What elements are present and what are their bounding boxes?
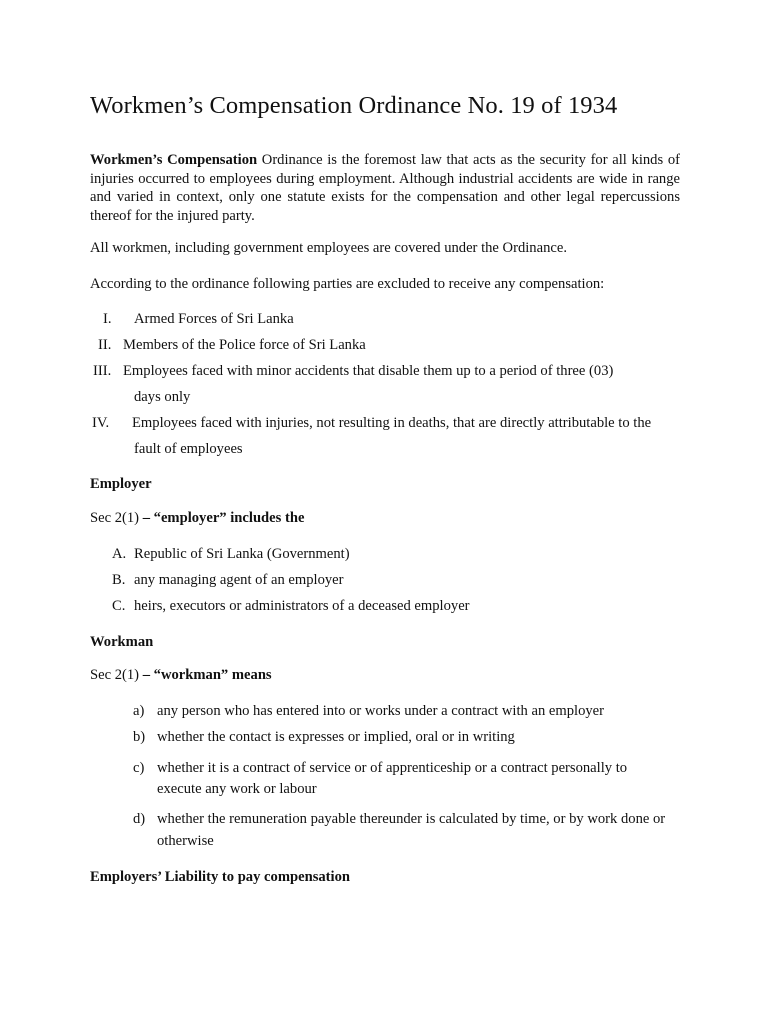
exclusion-item-continued: days only — [134, 389, 191, 405]
workman-marker: c) — [133, 760, 145, 776]
workman-sec-term: – “workman” means — [139, 667, 272, 683]
employer-marker: B. — [112, 572, 126, 588]
employer-marker: C. — [112, 598, 126, 614]
employer-definition — [90, 510, 304, 527]
workman-item: any person who has entered into or works under a contract with an employer — [157, 703, 604, 719]
workman-item: whether the remuneration payable thereunder is calculated by time, or by work done or — [157, 811, 666, 827]
exclusion-intro-paragraph: According to the ordinance following parties are excluded to receive any compensation: — [90, 276, 605, 292]
workman-item: whether it is a contract of service or of apprenticeship or a contract personally to — [157, 760, 628, 776]
employer-sec-ref: Sec 2(1) — [90, 510, 140, 526]
employer-sec-term: – “employer” includes the — [139, 510, 305, 526]
exclusion-item: Employees faced with injuries, not resulting in deaths, that are directly attributable to the — [132, 415, 652, 431]
employer-heading: Employer — [90, 476, 152, 492]
workman-marker: d) — [133, 811, 146, 827]
coverage-paragraph: All workmen, including government employees are covered under the Ordinance. — [90, 240, 567, 256]
exclusion-marker: III. — [93, 363, 112, 379]
intro-bold-lead: Workmen’s Compensation — [90, 152, 258, 168]
workman-item: whether the contact is expresses or implied, oral or in writing — [157, 729, 515, 745]
exclusion-item: Employees faced with minor accidents that disable them up to a period of three (03) — [123, 363, 614, 379]
employer-marker: A. — [112, 546, 127, 562]
exclusion-marker: IV. — [92, 415, 110, 431]
workman-heading: Workman — [90, 634, 154, 650]
exclusion-item: Armed Forces of Sri Lanka — [134, 311, 294, 327]
exclusion-item: Members of the Police force of Sri Lanka — [123, 337, 366, 353]
workman-definition — [90, 667, 272, 684]
liability-heading: Employers’ Liability to pay compensation — [90, 869, 350, 885]
employer-item: any managing agent of an employer — [134, 572, 344, 588]
exclusion-marker: I. — [103, 311, 112, 327]
workman-item-continued: execute any work or labour — [157, 781, 317, 797]
workman-item-continued: otherwise — [157, 833, 214, 849]
exclusion-marker: II. — [98, 337, 112, 353]
page-title: Workmen’s Compensation Ordinance No. 19 of 1934 — [90, 92, 618, 119]
workman-sec-ref: Sec 2(1) — [90, 667, 140, 683]
exclusion-item-continued: fault of employees — [134, 441, 243, 457]
employer-item: Republic of Sri Lanka (Government) — [134, 546, 350, 562]
workman-marker: b) — [133, 729, 146, 745]
intro-text: Ordinance is the foremost law that acts as the security for all kinds of injuries occurred to employees during employment. Although industrial accidents are wide in range and varied in context, only one statute exists for the compensation and other legal repercussions thereof for the injured party. — [90, 152, 680, 224]
workman-marker: a) — [133, 703, 145, 719]
intro-paragraph — [90, 151, 680, 225]
employer-item: heirs, executors or administrators of a deceased employer — [134, 598, 470, 614]
